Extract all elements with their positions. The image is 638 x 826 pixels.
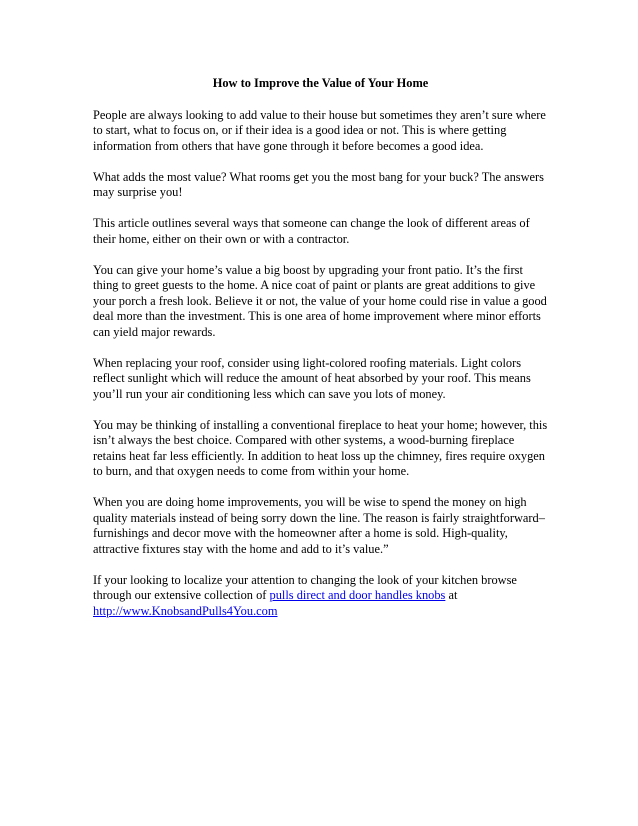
paragraph-fireplace: You may be thinking of installing a conventional fireplace to heat your home; however, this isn’t always the best choice. Compared with other systems, a wood-burning fireplace retains heat far less efficiently. In addition to heat loss up the chimney, fires require oxygen to burn, and that oxygen needs to come from within your home. [93,417,548,478]
closing-text-middle: at [445,588,458,602]
paragraph-quality: When you are doing home improvements, you will be wise to spend the money on high quality materials instead of being sorry down the line. The reason is fairly straightforward–furnishings and decor move with the homeowner after a home is sold. High-quality, attractive fixtures stay with the home and add to it’s value.” [93,495,545,556]
website-link[interactable]: http://www.KnobsandPulls4You.com [93,603,278,618]
paragraph-questions: What adds the most value? What rooms get you the most bang for your buck? The answers may surprise you! [93,169,544,199]
paragraph-closing [93,573,548,620]
document-body [93,76,548,635]
document-title: How to Improve the Value of Your Home [212,76,429,90]
paragraph-patio: You can give your home’s value a big boost by upgrading your front patio. It’s the first thing to greet guests to the home. A nice coat of paint or plants are great additions to give your porch a fresh look. Believe it or not, the value of your home could rise in value a good deal more than the investment. This is one area of home improvement where minor efforts can yield major rewards. [93,262,547,339]
pulls-knobs-link[interactable]: pulls direct and door handles knobs [269,588,446,602]
paragraph-intro: People are always looking to add value to their house but sometimes they aren’t sure where to start, what to focus on, or if their idea is a good idea or not. This is where getting information from others that have gone through it before becomes a good idea. [93,107,546,153]
closing-text-before: If your looking to localize your attention to changing the look of your kitchen browse through our extensive collection of [93,572,517,602]
paragraph-roof: When replacing your roof, consider using light-colored roofing materials. Light colors reflect sunlight which will reduce the amount of heat absorbed by your roof. This means you’ll run your air conditioning less which can save you lots of money. [93,355,531,401]
paragraph-outline: This article outlines several ways that someone can change the look of different areas of their home, either on their own or with a contractor. [93,216,530,246]
